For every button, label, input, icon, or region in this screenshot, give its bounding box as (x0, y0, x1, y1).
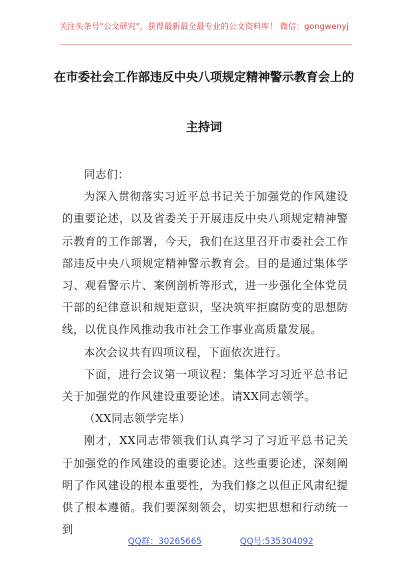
document-body (62, 164, 348, 541)
paragraph: 本次会议共有四项议程，下面依次进行。 (84, 345, 288, 359)
paragraph: （XX同志领学完毕） (84, 412, 191, 426)
document-subtitle: 主持词 (185, 120, 222, 134)
paragraph: 下面，进行会议第一项议程：集体学习习近平总书记关于加强党的作风建设重要论述。请XX同志领学。 (62, 367, 348, 404)
header-divider (60, 44, 352, 45)
header-banner: 关注头条号"公文研究"，获得最新最全最专业的公文资料库！ 微信：gongwenyj (59, 22, 349, 31)
footer (0, 535, 408, 549)
footer-qq-group-link[interactable]: QQ群：30265665 (128, 537, 202, 547)
salutation: 同志们： (84, 168, 130, 181)
paragraph: 刚才，XX同志带领我们认真学习了习近平总书记关于加强党的作风建设的重要论述。这些重要论述，深刻阐明了作风建设的根本重要性，为我们修之以但正风肃纪提供了根本遵循。我们要深刻领会，切实把思想和行动统一到 (62, 434, 348, 537)
paragraph: 为深入贯彻落实习近平总书记关于加强党的作风建设的重要论述，以及省委关于开展违反中央八项规定精神警示教育的工作部署，今天，我们在这里召开市委社会工作部违反中央八项规定精神警示教育会。目的是通过集体学习、观看警示片、案例剖析等形式，进一步强化全体党员干部的纪律意识和规矩意识，坚决筑牢拒腐防变的思想防线，以优良作风推动我市社会工作事业高质量发展。 (62, 190, 348, 337)
document-title: 在市委社会工作部违反中央八项规定精神警示教育会上的 (53, 70, 354, 84)
footer-qq-number-link[interactable]: QQ号:535304092 (240, 537, 314, 547)
